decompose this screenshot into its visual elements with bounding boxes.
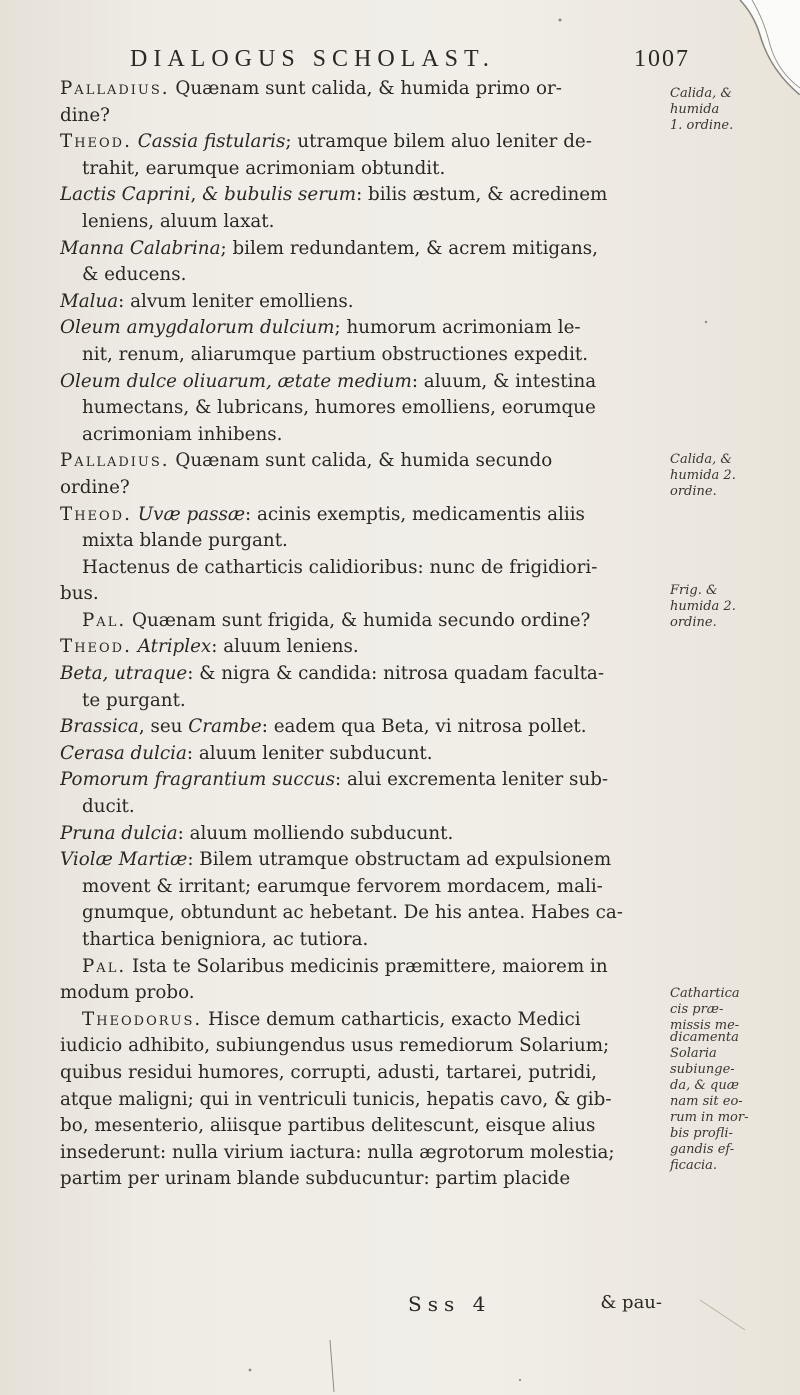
marginal-note-line: gandis ef- bbox=[670, 1142, 735, 1157]
remedy-name: Malua bbox=[60, 290, 119, 312]
marginal-note-line: nam sit eo- bbox=[670, 1094, 743, 1109]
remedy-name: Violæ Martiæ bbox=[60, 849, 188, 871]
speaker-name: Pal. bbox=[82, 609, 127, 631]
text-run: iudicio adhibito, subiungendus usus remediorum Solarium; bbox=[60, 1035, 610, 1057]
signature-mark: Sss 4 bbox=[408, 1292, 492, 1316]
marginal-note-line: dicamenta bbox=[670, 1030, 739, 1045]
remedy-name: Pruna dulcia bbox=[60, 822, 178, 844]
marginal-note-line: cis præ- bbox=[670, 1002, 724, 1017]
marginal-note-line: Cathartica bbox=[670, 986, 740, 1001]
text-run: : acinis exemptis, medicamentis aliis bbox=[245, 503, 585, 525]
speaker-name: Theod. bbox=[60, 131, 132, 153]
text-run: Quænam sunt frigida, & humida secundo ordine? bbox=[126, 609, 591, 631]
text-run: movent & irritant; earumque fervorem mordacem, mali- bbox=[82, 875, 603, 897]
remedy-name: Crambe bbox=[188, 716, 262, 738]
text-run: : alui excrementa leniter sub- bbox=[335, 769, 609, 791]
text-run: thartica benigniora, ac tutiora. bbox=[82, 929, 369, 950]
marginal-note-line: humida 2. bbox=[670, 468, 736, 483]
text-run: , seu bbox=[138, 716, 189, 738]
text-run: ducit. bbox=[82, 796, 135, 818]
text-run: te purgant. bbox=[82, 689, 186, 711]
speaker-name: Pal. bbox=[82, 955, 127, 977]
speaker-name: Theodorus. bbox=[82, 1008, 203, 1030]
remedy-name: Oleum amygdalorum dulcium bbox=[60, 317, 335, 339]
marginal-note-line: subiunge- bbox=[670, 1062, 735, 1077]
remedy-name: Cassia fistularis bbox=[131, 131, 286, 153]
marginal-note-line: bis profli- bbox=[670, 1126, 733, 1141]
text-run: : alvum leniter emolliens. bbox=[118, 290, 354, 312]
text-run: mixta blande purgant. bbox=[82, 530, 288, 552]
marginal-note-line: ordine. bbox=[670, 484, 717, 499]
text-run: , bbox=[190, 184, 203, 206]
remedy-name: Uvæ passæ bbox=[131, 503, 246, 525]
remedy-name: Beta, utraque bbox=[60, 663, 188, 685]
remedy-name: Lactis Caprini bbox=[60, 184, 191, 206]
remedy-name: Atriplex bbox=[131, 636, 212, 658]
text-run: dine? bbox=[60, 104, 110, 126]
text-run: Ista te Solaribus medicinis præmittere, maiorem in bbox=[126, 955, 608, 977]
marginal-note-line: missis me- bbox=[670, 1018, 740, 1033]
remedy-name: Cerasa dulcia bbox=[60, 742, 187, 764]
remedy-name: Oleum dulce oliuarum, ætate medium bbox=[60, 370, 412, 392]
speaker-name: Palladius. bbox=[60, 78, 170, 99]
text-run: bo, mesenterio, aliisque partibus delitescunt, eisque alius bbox=[60, 1115, 596, 1137]
marginal-note-line: ordine. bbox=[670, 615, 717, 630]
text-run: humectans, & lubricans, humores emolliens, eorumque bbox=[82, 397, 596, 419]
marginal-note-line: Calida, & bbox=[670, 86, 732, 101]
text-run: : & nigra & candida: nitrosa quadam faculta- bbox=[187, 663, 605, 685]
text-run: leniens, aluum laxat. bbox=[82, 210, 275, 232]
text-run: : aluum leniter subducunt. bbox=[186, 742, 433, 764]
speaker-name: Theod. bbox=[60, 636, 132, 658]
text-run: Quænam sunt calida, & humida primo or- bbox=[169, 78, 562, 99]
remedy-name: & bubulis serum bbox=[202, 184, 357, 206]
text-run: acrimoniam inhibens. bbox=[82, 423, 283, 445]
text-run: Hisce demum catharticis, exacto Medici bbox=[202, 1008, 581, 1030]
text-run: ; utramque bilem aluo leniter de- bbox=[285, 131, 592, 153]
catchword: & pau- bbox=[600, 1292, 662, 1313]
remedy-name: Manna Calabrina bbox=[60, 237, 221, 259]
text-run: : bilis æstum, & acredinem bbox=[356, 184, 608, 206]
text-run: bus. bbox=[60, 583, 99, 605]
text-run: gnumque, obtundunt ac hebetant. De his antea. Habes ca- bbox=[82, 902, 623, 924]
text-run: : aluum, & intestina bbox=[411, 370, 597, 392]
marginal-note-line: humida 2. bbox=[670, 599, 736, 614]
remedy-name: Brassica bbox=[60, 716, 139, 738]
text-run: : aluum leniens. bbox=[211, 636, 359, 658]
text-run: : aluum molliendo subducunt. bbox=[177, 822, 454, 844]
marginal-note-line: rum in mor- bbox=[670, 1110, 749, 1125]
text-run: partim per urinam blande subducuntur: partim placide bbox=[60, 1168, 571, 1190]
text-run: Quænam sunt calida, & humida secundo bbox=[169, 450, 553, 472]
text-run: modum probo. bbox=[60, 982, 195, 1004]
marginal-note-line: da, & quæ bbox=[670, 1078, 739, 1093]
marginal-note-line: Frig. & bbox=[670, 583, 718, 598]
remedy-name: Pomorum fragrantium succus bbox=[60, 769, 335, 791]
text-run: nit, renum, aliarumque partium obstructiones expedit. bbox=[82, 343, 589, 365]
text-run: Hactenus de catharticis calidioribus: nunc de frigidiori- bbox=[82, 556, 598, 578]
text-run: insederunt: nulla virium iactura: nulla ægrotorum molestia; bbox=[60, 1141, 615, 1163]
running-head: DIALOGUS SCHOLAST. bbox=[130, 46, 495, 72]
text-run: : Bilem utramque obstructam ad expulsionem bbox=[187, 849, 612, 871]
text-run: atque maligni; qui in ventriculi tunicis, hepatis cavo, & gib- bbox=[60, 1088, 612, 1110]
marginal-note-line: Calida, & bbox=[670, 452, 732, 467]
text-run: ; bilem redundantem, & acrem mitigans, bbox=[220, 237, 598, 259]
marginal-note-line: ficacia. bbox=[670, 1158, 718, 1173]
marginal-note-line: 1. ordine. bbox=[670, 118, 734, 133]
text-run: trahit, earumque acrimoniam obtundit. bbox=[82, 157, 446, 179]
page-number: 1007 bbox=[634, 46, 690, 72]
marginal-note-line: humida bbox=[670, 102, 720, 117]
speaker-name: Palladius. bbox=[60, 450, 170, 472]
text-run: : eadem qua Beta, vi nitrosa pollet. bbox=[261, 716, 587, 738]
text-run: ordine? bbox=[60, 476, 130, 498]
text-run: & educens. bbox=[82, 264, 187, 286]
text-run: ; humorum acrimoniam le- bbox=[334, 317, 581, 339]
text-run: quibus residui humores, corrupti, adusti, tartarei, putridi, bbox=[60, 1061, 597, 1083]
speaker-name: Theod. bbox=[60, 503, 132, 525]
marginal-note-line: Solaria bbox=[670, 1046, 717, 1061]
